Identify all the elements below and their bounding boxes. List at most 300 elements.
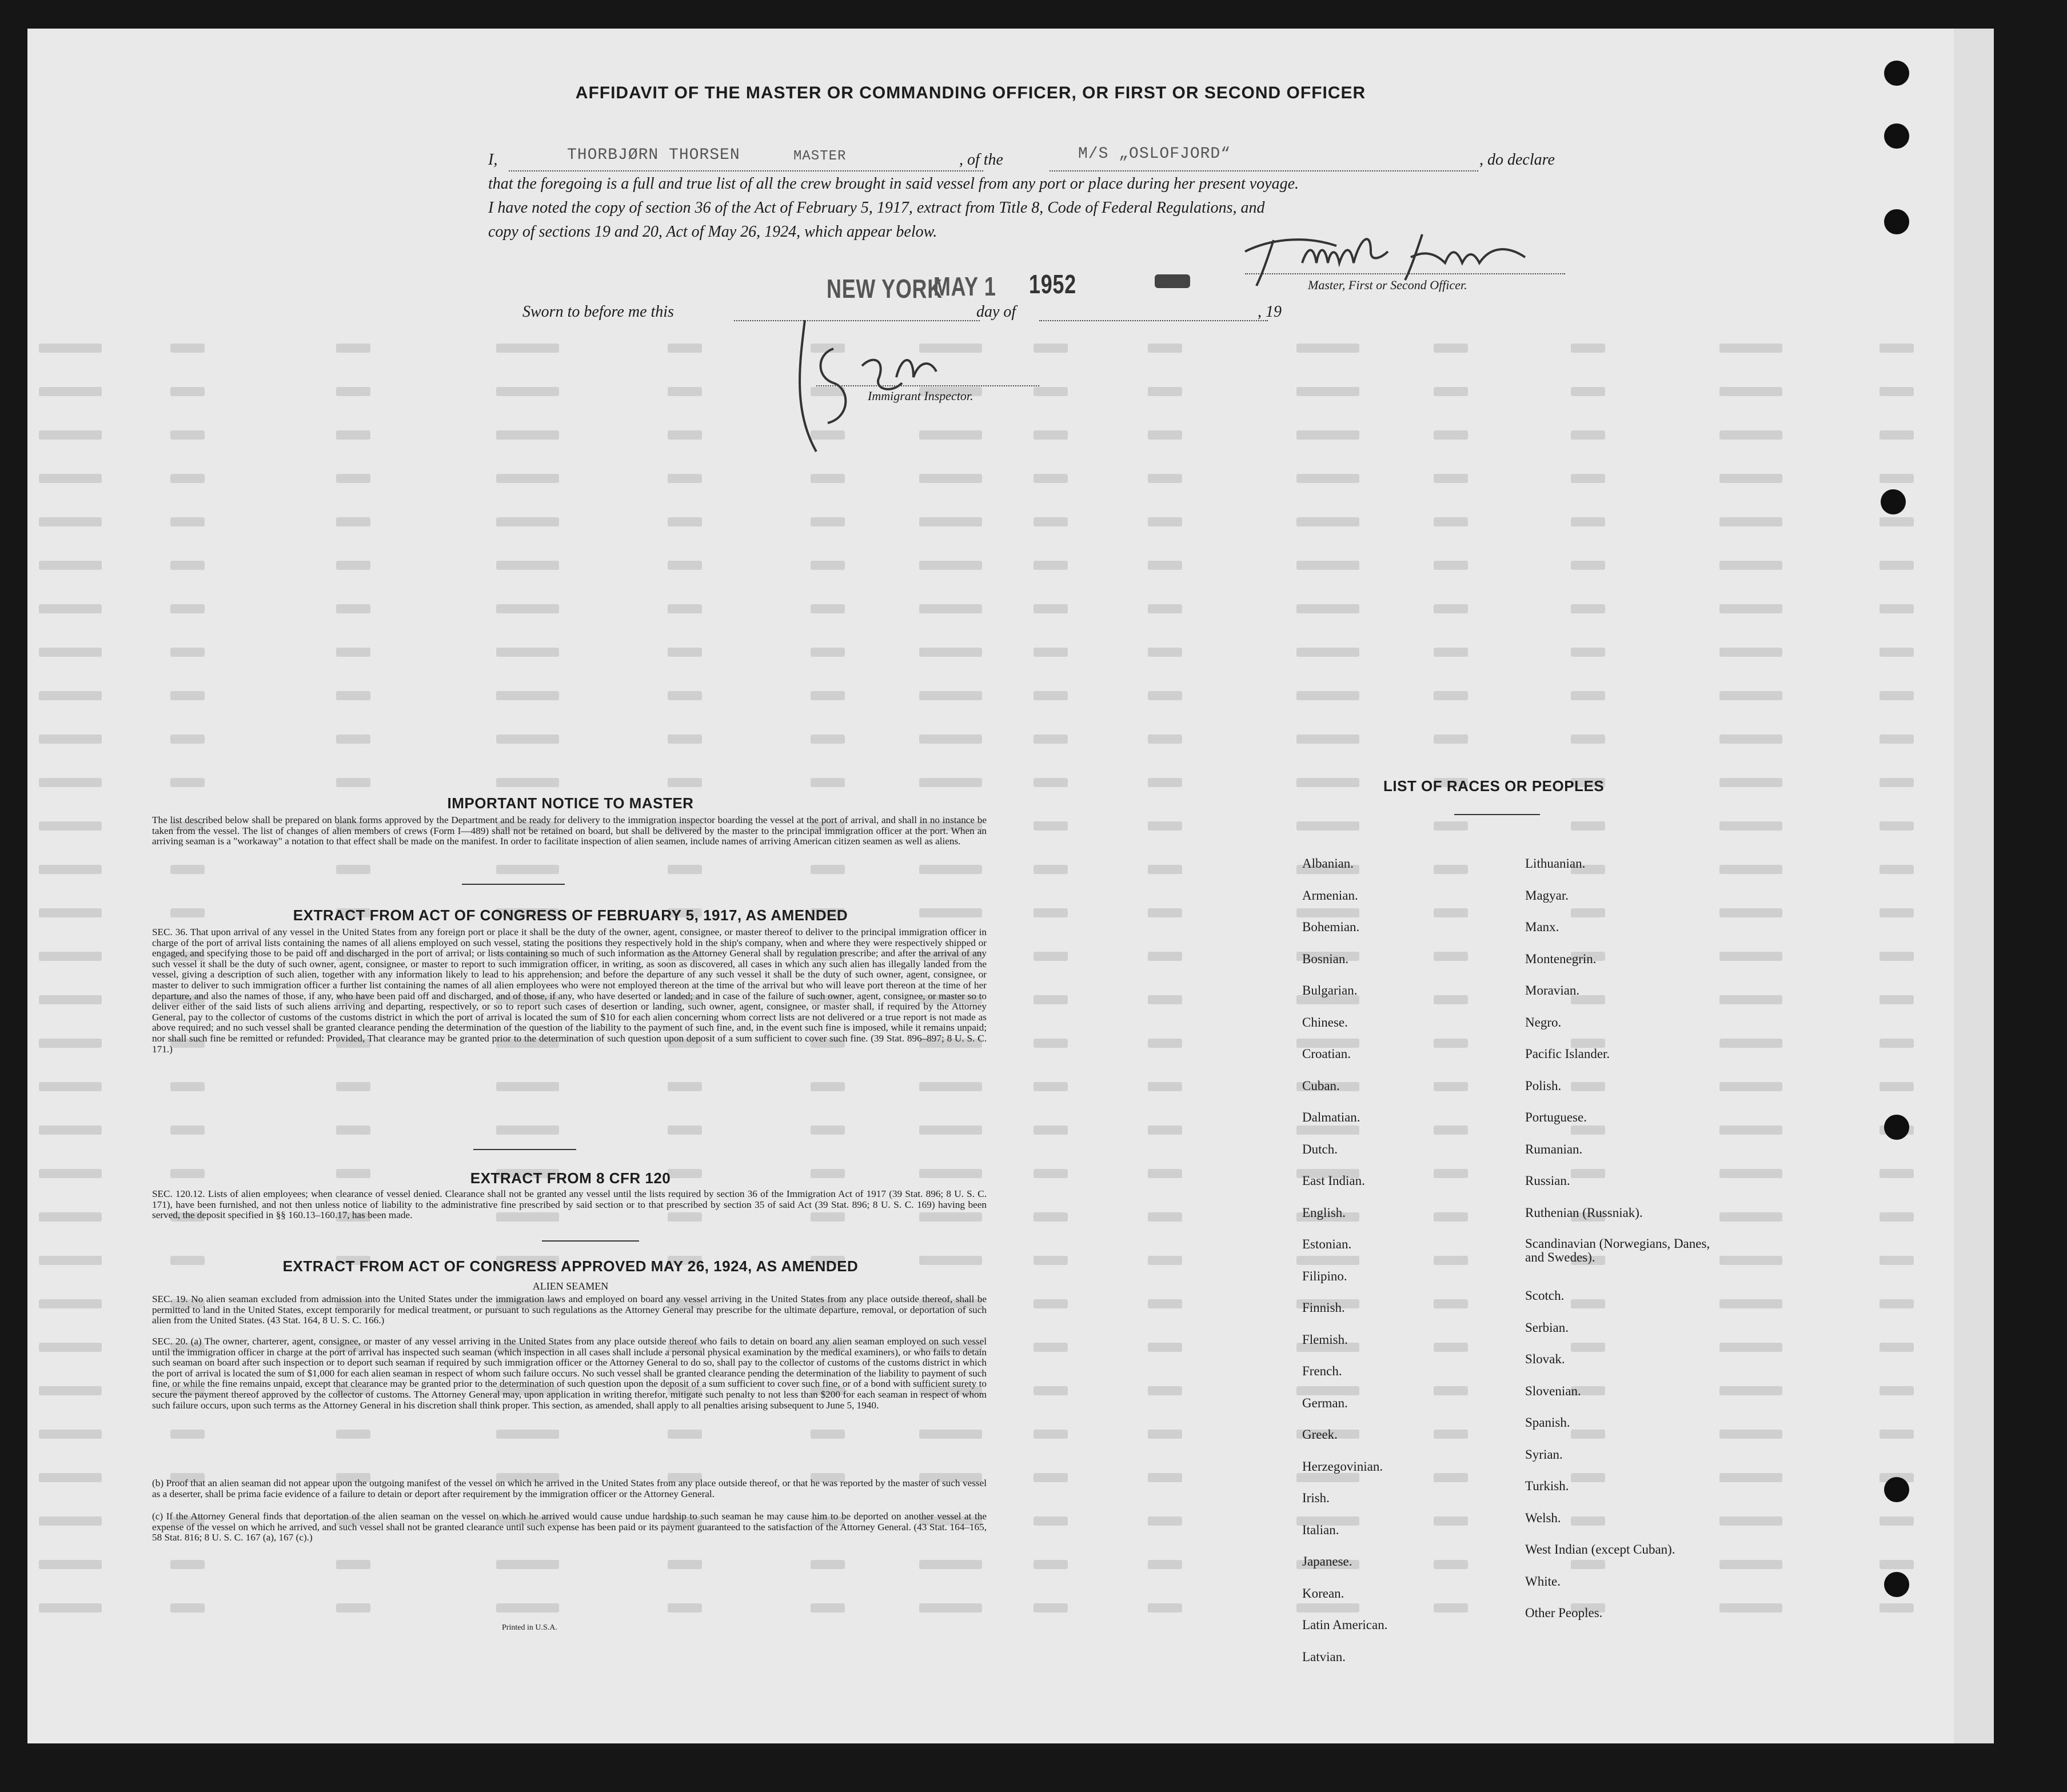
- punch-hole: [1884, 61, 1909, 86]
- page-edge: [1954, 29, 1994, 1743]
- page-title: AFFIDAVIT OF THE MASTER OR COMMANDING OFFICER, OR FIRST OR SECOND OFFICER: [575, 83, 1366, 102]
- bleed-through-mark: [170, 604, 205, 613]
- punch-hole: [1884, 1572, 1909, 1597]
- bleed-through-mark: [496, 517, 559, 526]
- race-item: Albanian.: [1302, 856, 1354, 871]
- officer-fill-line: [509, 170, 983, 171]
- bleed-through-mark: [1571, 517, 1605, 526]
- bleed-through-mark: [1719, 1560, 1782, 1569]
- bleed-through-mark: [1434, 474, 1468, 483]
- bleed-through-row: [27, 1079, 1954, 1101]
- bleed-through-mark: [1880, 1343, 1914, 1352]
- bleed-through-mark: [1034, 474, 1068, 483]
- bleed-through-mark: [919, 517, 982, 526]
- race-item: Croatian.: [1302, 1047, 1351, 1061]
- race-item: East Indian.: [1302, 1174, 1365, 1188]
- bleed-through-mark: [811, 735, 845, 744]
- bleed-through-mark: [1880, 648, 1914, 657]
- bleed-through-mark: [170, 517, 205, 526]
- bleed-through-row: [27, 470, 1954, 493]
- race-item: Scotch.: [1525, 1288, 1565, 1303]
- bleed-through-mark: [1296, 430, 1359, 440]
- bleed-through-mark: [811, 691, 845, 700]
- bleed-through-mark: [1880, 1256, 1914, 1265]
- bleed-through-mark: [1880, 1212, 1914, 1222]
- bleed-through-mark: [1034, 387, 1068, 396]
- bleed-through-mark: [1296, 821, 1359, 831]
- bleed-through-mark: [1719, 1299, 1782, 1308]
- bleed-through-mark: [1034, 1343, 1068, 1352]
- bleed-through-mark: [496, 1126, 559, 1135]
- bleed-through-mark: [668, 430, 702, 440]
- race-item: Herzegovinian.: [1302, 1459, 1383, 1474]
- bleed-through-mark: [1571, 604, 1605, 613]
- bleed-through-mark: [170, 1560, 205, 1569]
- bleed-through-mark: [39, 778, 102, 787]
- bleed-through-mark: [170, 778, 205, 787]
- bleed-through-mark: [1034, 1039, 1068, 1048]
- bleed-through-mark: [1148, 474, 1182, 483]
- bleed-through-mark: [39, 952, 102, 961]
- bleed-through-mark: [39, 1039, 102, 1048]
- bleed-through-mark: [39, 604, 102, 613]
- bleed-through-mark: [1034, 1386, 1068, 1395]
- bleed-through-mark: [39, 344, 102, 353]
- bleed-through-mark: [1434, 1126, 1468, 1135]
- bleed-through-mark: [1880, 1169, 1914, 1178]
- bleed-through-mark: [811, 1603, 845, 1613]
- bleed-through-mark: [668, 474, 702, 483]
- bleed-through-mark: [1296, 387, 1359, 396]
- race-item: German.: [1302, 1395, 1348, 1410]
- bleed-through-row: [27, 514, 1954, 537]
- race-item: Pacific Islander.: [1525, 1047, 1610, 1061]
- bleed-through-mark: [1719, 995, 1782, 1004]
- race-item: Manx.: [1525, 920, 1559, 934]
- bleed-through-mark: [1034, 648, 1068, 657]
- bleed-through-mark: [668, 387, 702, 396]
- race-item: Latvian.: [1302, 1649, 1346, 1664]
- bleed-through-mark: [811, 604, 845, 613]
- race-item: Welsh.: [1525, 1510, 1561, 1525]
- bleed-through-row: [27, 340, 1954, 363]
- bleed-through-mark: [1296, 735, 1359, 744]
- bleed-through-mark: [336, 1430, 370, 1439]
- bleed-through-mark: [1434, 604, 1468, 613]
- signature-caption: Master, First or Second Officer.: [1308, 278, 1467, 292]
- race-item: Slovenian.: [1525, 1383, 1581, 1398]
- bleed-through-mark: [1719, 735, 1782, 744]
- bleed-through-mark: [668, 1560, 702, 1569]
- race-item: Italian.: [1302, 1522, 1339, 1537]
- bleed-through-mark: [1880, 995, 1914, 1004]
- bleed-through-mark: [1034, 1169, 1068, 1178]
- bleed-through-mark: [1434, 1603, 1468, 1613]
- bleed-through-mark: [668, 344, 702, 353]
- bleed-through-mark: [1880, 952, 1914, 961]
- bleed-through-mark: [1296, 604, 1359, 613]
- bleed-through-mark: [39, 474, 102, 483]
- bleed-through-mark: [1719, 908, 1782, 917]
- bleed-through-mark: [39, 1126, 102, 1135]
- bleed-through-mark: [1148, 1343, 1182, 1352]
- bleed-through-mark: [1034, 1430, 1068, 1439]
- of-the-label: , of the: [959, 151, 1003, 169]
- bleed-through-mark: [1434, 865, 1468, 874]
- bleed-through-mark: [1148, 952, 1182, 961]
- bleed-through-mark: [1880, 1516, 1914, 1526]
- race-item: Polish.: [1525, 1078, 1562, 1093]
- bleed-through-mark: [1296, 1603, 1359, 1613]
- bleed-through-mark: [1719, 691, 1782, 700]
- bleed-through-mark: [668, 1603, 702, 1613]
- bleed-through-mark: [496, 691, 559, 700]
- bleed-through-mark: [1571, 430, 1605, 440]
- bleed-through-mark: [1434, 1299, 1468, 1308]
- bleed-through-mark: [919, 474, 982, 483]
- bleed-through-mark: [496, 778, 559, 787]
- race-item: Syrian.: [1525, 1447, 1563, 1462]
- bleed-through-row: [27, 1426, 1954, 1449]
- bleed-through-mark: [1296, 474, 1359, 483]
- bleed-through-row: [27, 731, 1954, 754]
- bleed-through-mark: [668, 691, 702, 700]
- bleed-through-mark: [1296, 691, 1359, 700]
- race-item: English.: [1302, 1205, 1346, 1220]
- bleed-through-mark: [39, 1516, 102, 1526]
- stamp-year: 1952: [1029, 269, 1076, 299]
- bleed-through-mark: [336, 387, 370, 396]
- stamp-date: MAY 1: [933, 272, 996, 301]
- vessel-fill-line: [1050, 170, 1478, 171]
- bleed-through-mark: [1434, 1169, 1468, 1178]
- bleed-through-mark: [1719, 821, 1782, 831]
- bleed-through-mark: [1034, 952, 1068, 961]
- bleed-through-mark: [811, 517, 845, 526]
- bleed-through-mark: [1034, 691, 1068, 700]
- race-item: Cuban.: [1302, 1078, 1340, 1093]
- bleed-through-mark: [1148, 517, 1182, 526]
- bleed-through-mark: [1034, 995, 1068, 1004]
- bleed-through-mark: [1571, 691, 1605, 700]
- bleed-through-mark: [1148, 430, 1182, 440]
- race-item: Bulgarian.: [1302, 983, 1358, 997]
- divider: [462, 884, 565, 885]
- bleed-through-mark: [811, 561, 845, 570]
- bleed-through-mark: [919, 648, 982, 657]
- bleed-through-mark: [1880, 1430, 1914, 1439]
- bleed-through-mark: [1719, 387, 1782, 396]
- divider: [542, 1240, 639, 1242]
- bleed-through-mark: [1148, 865, 1182, 874]
- bleed-through-mark: [1434, 1516, 1468, 1526]
- bleed-through-mark: [919, 865, 982, 874]
- bleed-through-mark: [1148, 1169, 1182, 1178]
- race-item: Finnish.: [1302, 1300, 1345, 1315]
- bleed-through-mark: [1296, 1256, 1359, 1265]
- bleed-through-mark: [336, 430, 370, 440]
- bleed-through-mark: [1719, 952, 1782, 961]
- bleed-through-mark: [1880, 865, 1914, 874]
- bleed-through-row: [27, 1600, 1954, 1623]
- bleed-through-mark: [39, 1082, 102, 1091]
- bleed-through-mark: [1880, 821, 1914, 831]
- bleed-through-mark: [1571, 1343, 1605, 1352]
- bleed-through-mark: [1434, 561, 1468, 570]
- bleed-through-mark: [1148, 821, 1182, 831]
- bleed-through-mark: [1034, 344, 1068, 353]
- punch-hole: [1884, 209, 1909, 234]
- bleed-through-mark: [1148, 908, 1182, 917]
- bleed-through-mark: [39, 1560, 102, 1569]
- race-item: Chinese.: [1302, 1015, 1348, 1029]
- bleed-through-mark: [496, 387, 559, 396]
- bleed-through-mark: [1296, 648, 1359, 657]
- bleed-through-mark: [1719, 1256, 1782, 1265]
- bleed-through-mark: [811, 1560, 845, 1569]
- document-page: [27, 29, 1954, 1743]
- bleed-through-mark: [336, 735, 370, 744]
- bleed-through-mark: [170, 1430, 205, 1439]
- race-item: Japanese.: [1302, 1554, 1352, 1569]
- bleed-through-mark: [919, 1126, 982, 1135]
- bleed-through-mark: [1880, 517, 1914, 526]
- bleed-through-mark: [668, 865, 702, 874]
- race-item: Turkish.: [1525, 1479, 1569, 1493]
- bleed-through-mark: [336, 474, 370, 483]
- race-item: Montenegrin.: [1525, 951, 1597, 966]
- extract-1924-subtitle: ALIEN SEAMEN: [532, 1280, 609, 1292]
- bleed-through-mark: [1296, 561, 1359, 570]
- bleed-through-mark: [668, 778, 702, 787]
- bleed-through-mark: [1034, 908, 1068, 917]
- bleed-through-mark: [336, 344, 370, 353]
- bleed-through-mark: [1034, 1126, 1068, 1135]
- bleed-through-mark: [1880, 387, 1914, 396]
- bleed-through-row: [27, 1122, 1954, 1145]
- bleed-through-mark: [496, 1560, 559, 1569]
- bleed-through-mark: [668, 561, 702, 570]
- bleed-through-mark: [496, 648, 559, 657]
- bleed-through-mark: [1434, 1560, 1468, 1569]
- bleed-through-mark: [39, 1299, 102, 1308]
- bleed-through-mark: [1880, 1386, 1914, 1395]
- bleed-through-mark: [1719, 1516, 1782, 1526]
- bleed-through-row: [27, 601, 1954, 624]
- inspector-caption: Immigrant Inspector.: [868, 389, 973, 403]
- bleed-through-mark: [1296, 908, 1359, 917]
- bleed-through-mark: [1880, 1039, 1914, 1048]
- punch-hole: [1884, 123, 1909, 149]
- bleed-through-mark: [919, 1560, 982, 1569]
- bleed-through-mark: [1571, 1473, 1605, 1482]
- bleed-through-mark: [668, 1126, 702, 1135]
- bleed-through-mark: [919, 735, 982, 744]
- declaration-prefix: I,: [488, 151, 498, 169]
- bleed-through-mark: [1719, 561, 1782, 570]
- bleed-through-mark: [170, 561, 205, 570]
- bleed-through-mark: [1296, 778, 1359, 787]
- bleed-through-mark: [39, 1430, 102, 1439]
- bleed-through-mark: [170, 430, 205, 440]
- bleed-through-mark: [811, 1126, 845, 1135]
- race-item: Magyar.: [1525, 888, 1569, 903]
- race-item: Serbian.: [1525, 1320, 1569, 1335]
- bleed-through-mark: [170, 1126, 205, 1135]
- stamp-smudge: [1155, 274, 1190, 288]
- bleed-through-mark: [39, 430, 102, 440]
- bleed-through-mark: [1034, 1256, 1068, 1265]
- bleed-through-mark: [1880, 1560, 1914, 1569]
- bleed-through-mark: [170, 474, 205, 483]
- bleed-through-mark: [170, 648, 205, 657]
- declaration-line-4: copy of sections 19 and 20, Act of May 26, 1924, which appear below.: [488, 223, 937, 241]
- bleed-through-mark: [336, 604, 370, 613]
- bleed-through-mark: [170, 735, 205, 744]
- notice-text: The list described below shall be prepared on blank forms approved by the Department and be ready for delivery to the immigration inspector boarding the vessel at the port of arrival, and shall in no instance be taken from the vessel. The list of changes of alien members of crews (Form I—489) shall not be retained on board, but shall be delivered by the master to the principal immigration officer at the port. When an arriving seaman is a "workaway" a notation to that effect shall be made on the manifest. In order to facilitate inspection of alien seamen, include names of arriving American citizen seamen as well as aliens.: [152, 815, 987, 847]
- bleed-through-mark: [1719, 778, 1782, 787]
- bleed-through-mark: [919, 1430, 982, 1439]
- race-item: Spanish.: [1525, 1415, 1570, 1430]
- bleed-through-mark: [1034, 1212, 1068, 1222]
- bleed-through-mark: [39, 1603, 102, 1613]
- bleed-through-mark: [170, 1082, 205, 1091]
- bleed-through-mark: [1571, 1516, 1605, 1526]
- bleed-through-mark: [496, 865, 559, 874]
- race-item: Rumanian.: [1525, 1142, 1583, 1156]
- bleed-through-row: [27, 427, 1954, 450]
- extract-1924-sec20b: (b) Proof that an alien seaman did not appear upon the outgoing manifest of the vessel on which he arrived in the United States from any place outside thereof, or that he was reported by the master of such vessel as a deserter, shall be prima facie evidence of a failure to detain or deport after requirement by the immigration officer or the Attorney General.: [152, 1478, 987, 1499]
- printed-note: Printed in U.S.A.: [502, 1623, 557, 1632]
- bleed-through-mark: [1880, 1082, 1914, 1091]
- year-label: , 19: [1258, 303, 1282, 321]
- bleed-through-mark: [1434, 952, 1468, 961]
- bleed-through-mark: [1719, 604, 1782, 613]
- bleed-through-mark: [1880, 474, 1914, 483]
- race-item: Korean.: [1302, 1586, 1344, 1601]
- bleed-through-mark: [1148, 561, 1182, 570]
- race-item: Flemish.: [1302, 1332, 1348, 1347]
- bleed-through-row: [27, 775, 1954, 797]
- bleed-through-mark: [1034, 1603, 1068, 1613]
- bleed-through-mark: [1719, 474, 1782, 483]
- bleed-through-mark: [39, 1343, 102, 1352]
- bleed-through-mark: [496, 474, 559, 483]
- bleed-through-mark: [1571, 1082, 1605, 1091]
- bleed-through-mark: [1719, 648, 1782, 657]
- bleed-through-row: [27, 1556, 1954, 1579]
- bleed-through-mark: [1434, 648, 1468, 657]
- bleed-through-mark: [1434, 1082, 1468, 1091]
- bleed-through-mark: [1434, 735, 1468, 744]
- bleed-through-mark: [1434, 995, 1468, 1004]
- bleed-through-mark: [1434, 387, 1468, 396]
- bleed-through-mark: [1296, 1126, 1359, 1135]
- bleed-through-row: [27, 384, 1954, 406]
- stamp-city: NEW YORK: [827, 274, 943, 304]
- bleed-through-mark: [1148, 387, 1182, 396]
- inspector-line: [816, 385, 1039, 386]
- bleed-through-mark: [668, 1430, 702, 1439]
- bleed-through-mark: [39, 387, 102, 396]
- bleed-through-mark: [39, 865, 102, 874]
- bleed-through-mark: [668, 604, 702, 613]
- bleed-through-mark: [39, 735, 102, 744]
- bleed-through-mark: [1880, 735, 1914, 744]
- bleed-through-mark: [1148, 1516, 1182, 1526]
- race-item: Bohemian.: [1302, 920, 1360, 934]
- bleed-through-mark: [170, 387, 205, 396]
- bleed-through-mark: [1034, 1082, 1068, 1091]
- bleed-through-mark: [1148, 778, 1182, 787]
- race-item: Estonian.: [1302, 1237, 1352, 1251]
- sworn-label: Sworn to before me this: [522, 303, 674, 321]
- month-line: [1039, 320, 1268, 321]
- declaration-line-2: that the foregoing is a full and true list of all the crew brought in said vessel from any port or place during her present voyage.: [488, 175, 1299, 193]
- bleed-through-mark: [1571, 735, 1605, 744]
- bleed-through-row: [27, 688, 1954, 711]
- bleed-through-mark: [668, 517, 702, 526]
- bleed-through-mark: [39, 1212, 102, 1222]
- bleed-through-mark: [1571, 1299, 1605, 1308]
- race-item: Slovak.: [1525, 1352, 1565, 1366]
- bleed-through-mark: [336, 778, 370, 787]
- punch-hole: [1884, 1477, 1909, 1502]
- bleed-through-mark: [39, 1256, 102, 1265]
- bleed-through-mark: [1719, 865, 1782, 874]
- race-item: Latin American.: [1302, 1618, 1388, 1632]
- bleed-through-mark: [336, 1560, 370, 1569]
- bleed-through-mark: [496, 561, 559, 570]
- race-item: West Indian (except Cuban).: [1525, 1542, 1675, 1556]
- bleed-through-mark: [1148, 1430, 1182, 1439]
- extract-cfr-text: SEC. 120.12. Lists of alien employees; when clearance of vessel denied. Clearance shall not be granted any vessel until the lists required by section 36 of the Immigration Act of 1917 (39 Stat. 896; 8 U. S. C. 171), have been furnished, and not then unless notice of liability to the administrative fine prescribed by said section or to that prescribed by section 35 of said Act (39 Stat. 896; 8 U. S. C. 169) having been served, the deposit specified in §§ 160.13–160.17, has been made.: [152, 1188, 987, 1221]
- race-item: Moravian.: [1525, 983, 1580, 997]
- race-item: Lithuanian.: [1525, 856, 1586, 871]
- bleed-through-mark: [1434, 430, 1468, 440]
- officer-name: THORBJØRN THORSEN: [567, 146, 740, 164]
- bleed-through-mark: [1148, 1560, 1182, 1569]
- bleed-through-mark: [1034, 1473, 1068, 1482]
- bleed-through-mark: [1148, 735, 1182, 744]
- bleed-through-mark: [336, 1082, 370, 1091]
- bleed-through-mark: [1434, 1343, 1468, 1352]
- bleed-through-mark: [1571, 1169, 1605, 1178]
- bleed-through-mark: [496, 430, 559, 440]
- race-item: French.: [1302, 1364, 1342, 1378]
- bleed-through-mark: [1148, 1299, 1182, 1308]
- bleed-through-mark: [1434, 517, 1468, 526]
- bleed-through-mark: [1719, 1169, 1782, 1178]
- bleed-through-mark: [1571, 908, 1605, 917]
- bleed-through-mark: [170, 344, 205, 353]
- bleed-through-mark: [170, 1603, 205, 1613]
- race-item: Greek.: [1302, 1427, 1338, 1442]
- signature-line: [1245, 273, 1565, 274]
- bleed-through-mark: [39, 561, 102, 570]
- bleed-through-mark: [1296, 1473, 1359, 1482]
- bleed-through-mark: [1880, 1299, 1914, 1308]
- bleed-through-mark: [1434, 908, 1468, 917]
- bleed-through-mark: [39, 517, 102, 526]
- vessel-name: M/S „OSLOFJORD“: [1078, 145, 1231, 163]
- bleed-through-mark: [1571, 1560, 1605, 1569]
- bleed-through-mark: [1296, 344, 1359, 353]
- bleed-through-mark: [1880, 344, 1914, 353]
- bleed-through-mark: [1880, 561, 1914, 570]
- race-item: Irish.: [1302, 1491, 1330, 1505]
- race-item: Other Peoples.: [1525, 1606, 1603, 1620]
